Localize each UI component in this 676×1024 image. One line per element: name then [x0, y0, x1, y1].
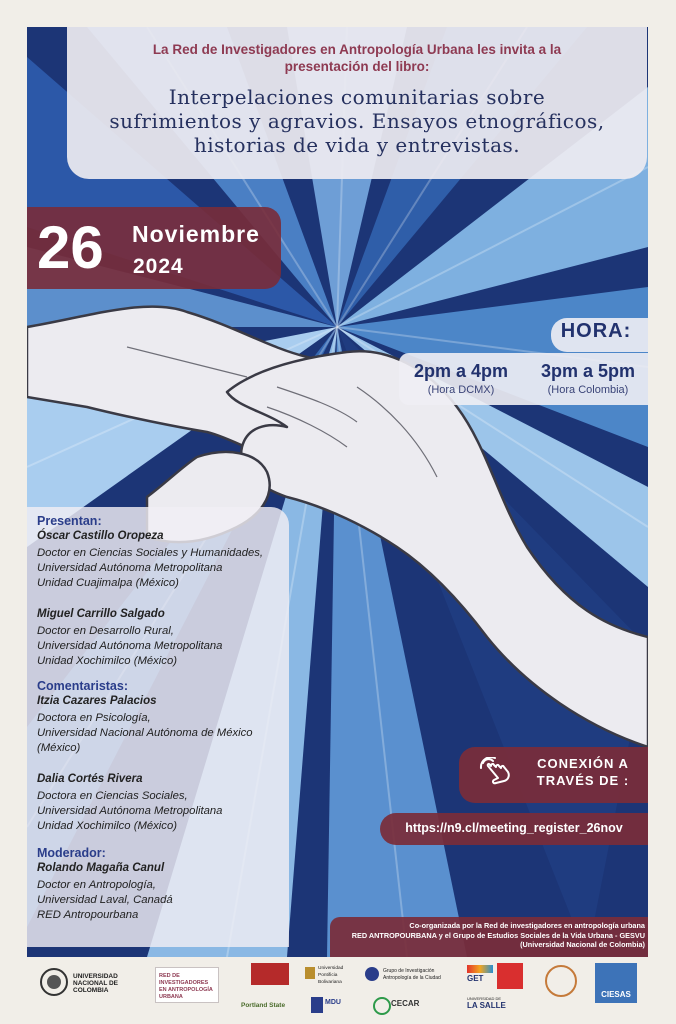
logo-ciesas [595, 963, 637, 1003]
moderator-line-1: Doctor en Antropología, [37, 879, 156, 891]
poster [27, 27, 648, 957]
logo-unal-text: UNIVERSIDAD NACIONAL DE COLOMBIA [73, 973, 119, 994]
coorganizers-line-1: Co-organizada por la Red de investigadores en antropología urbana [409, 921, 645, 930]
bolivariana-shield-icon [305, 967, 315, 979]
presenter-1-line-3: Unidad Cuajimalpa (México) [37, 577, 179, 589]
book-title-line-2: sufrimientos y agravios. Ensayos etnográficos, [109, 109, 605, 133]
logo-lasalle [467, 995, 507, 1019]
logo-get-text: GET [467, 974, 484, 983]
book-title-line-1: Interpelaciones comunitarias sobre [168, 85, 546, 109]
logo-ciesas-text: CIESAS [601, 990, 631, 999]
event-month: Noviembre [132, 221, 260, 247]
cecar-ring-icon [373, 997, 391, 1015]
moderador-heading: Moderador: [37, 846, 106, 860]
invitation-line-1: La Red de Investigadores en Antropología Urbana les invita a la [152, 42, 562, 57]
get-stripe-icon [467, 965, 493, 973]
logo-mdu-text: MDU [325, 999, 341, 1006]
presenter-2-line-1: Doctor en Desarrollo Rural, [37, 625, 174, 637]
presenter-1-name: Óscar Castillo Oropeza [37, 530, 164, 542]
connection-label-line-1: CONEXIÓN A [537, 756, 629, 771]
coorganizers-line-2: RED ANTROPOURBANA y el Grupo de Estudios Sociales de la Vida Urbana - GESVU [351, 930, 645, 940]
logo-red-text: RED DE INVESTIGADORES EN ANTROPOLOGÍA URBANA [159, 973, 213, 1000]
event-day: 26 [37, 214, 104, 281]
grupo-circle-icon [365, 967, 379, 981]
commentator-1-line-1: Doctora en Psicología, [37, 712, 151, 724]
book-title [67, 85, 647, 157]
logo-lasalle-top-text: UNIVERSIDAD DE [467, 996, 502, 1001]
logo-cecar-text: CECAR [391, 999, 420, 1008]
commentator-2-line-3: Unidad Xochimilco (México) [37, 820, 178, 832]
commentator-1-line-3: (México) [37, 742, 81, 754]
commentator-2-line-2: Universidad Autónoma Metropolitana [37, 805, 223, 817]
presenter-1-line-2: Universidad Autónoma Metropolitana [37, 562, 223, 574]
connection-label [523, 755, 643, 789]
unal-seal-icon [39, 965, 69, 999]
logo-lasalle-text: LA SALLE [467, 1001, 506, 1010]
moderator-name: Rolando Magaña Canul [37, 862, 165, 874]
moderator-line-2: Universidad Laval, Canadá [37, 894, 173, 906]
time-mexico-zone: (Hora DCMX) [427, 384, 495, 396]
time-colombia-zone: (Hora Colombia) [547, 384, 629, 396]
invitation-text [67, 41, 647, 75]
logo-unal [39, 965, 131, 1003]
coorganizers-text [333, 921, 645, 950]
invitation-line-2: presentación del libro: [284, 59, 430, 74]
book-title-line-3: historias de vida y entrevistas. [193, 133, 521, 157]
connection-label-line-2: TRAVÉS DE : [536, 773, 630, 788]
commentator-2-line-1: Doctora en Ciencias Sociales, [37, 790, 188, 802]
sponsor-logos [27, 957, 648, 1019]
logo-get [467, 965, 493, 987]
mdu-block-icon [311, 997, 323, 1013]
comentaristas-heading: Comentaristas: [37, 679, 128, 693]
event-year: 2024 [133, 255, 184, 278]
logo-bolivariana [305, 963, 351, 987]
logo-grupo-text: Grupo de Investigación Antropología de la Ciudad [383, 968, 441, 981]
logo-red-square [251, 963, 289, 985]
logo-mdu [311, 995, 347, 1015]
presenter-2-line-3: Unidad Xochimilco (México) [37, 655, 178, 667]
moderator-line-3: RED Antropourbana [37, 909, 139, 921]
logo-red [155, 967, 219, 1003]
meeting-link[interactable]: https://n9.cl/meeting_register_26nov [405, 821, 623, 835]
commentator-1-name: Itzia Cazares Palacios [37, 695, 157, 707]
hora-label: HORA: [560, 320, 632, 342]
presenter-1-line-1: Doctor en Ciencias Sociales y Humanidades, [37, 547, 264, 559]
logo-red-block [497, 963, 523, 989]
logo-portland [241, 999, 293, 1013]
logo-cecar [373, 995, 427, 1015]
logo-portland-text: Portland State [241, 1002, 286, 1009]
presentan-heading: Presentan: [37, 514, 102, 528]
coorganizers-line-3: (Universidad Nacional de Colombia) [520, 940, 645, 949]
commentator-2-name: Dalia Cortés Rivera [37, 773, 143, 785]
presenter-2-line-2: Universidad Autónoma Metropolitana [37, 640, 223, 652]
time-mexico: 2pm a 4pm [413, 361, 509, 381]
time-colombia: 3pm a 5pm [540, 361, 636, 381]
logo-bolivariana-text: Universidad Pontificia Bolivariana [318, 966, 344, 985]
logo-grupo [365, 965, 445, 985]
pointing-hand-icon [479, 757, 513, 791]
logo-orange-seal [545, 965, 577, 997]
commentator-1-line-2: Universidad Nacional Autónoma de México [37, 727, 253, 739]
presenter-2-name: Miguel Carrillo Salgado [37, 608, 165, 620]
